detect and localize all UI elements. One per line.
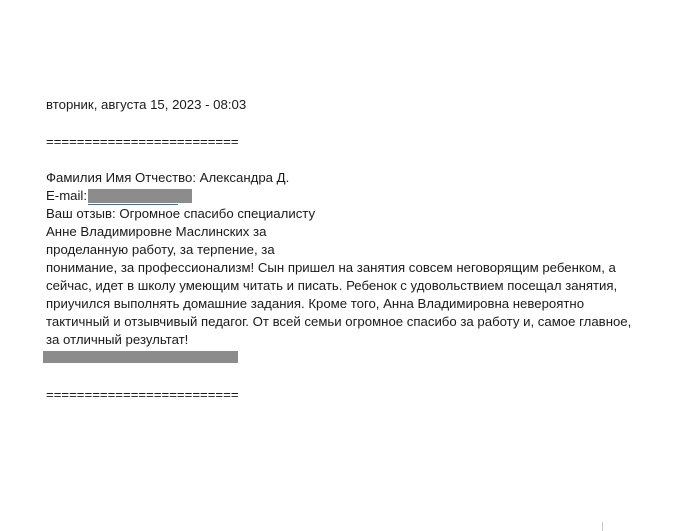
review-line-6: приучился выполнять домашние задания. Кроме того, Анна Владимировна невероятно [46,296,585,311]
review-line-7: тактичный и отзывчивый педагог. От всей семьи огромное спасибо за работу и, самое главное, [46,314,632,329]
separator-top: ========================= [46,134,239,149]
email-field [46,187,192,205]
review-line-4: понимание, за профессионализм! Сын пришел на занятия совсем неговорящим ребенком, а [46,260,616,275]
signature-redacted [43,351,238,363]
email-label: E-mail: [46,188,88,203]
review-line-8: за отличный результат! [46,332,189,347]
review-line-1: Ваш отзыв: Огромное спасибо специалисту [46,206,316,221]
page-edge-mark [602,522,603,531]
email-redacted-link[interactable] [88,189,192,203]
date-line: вторник, августа 15, 2023 - 08:03 [46,97,247,112]
review-line-2: Анне Владимировне Маслинских за [46,224,267,239]
separator-bottom: ========================= [46,387,239,402]
name-field: Фамилия Имя Отчество: Александра Д. [46,170,290,185]
review-line-3: проделанную работу, за терпение, за [46,242,275,257]
review-line-5: сейчас, идет в школу умеющим читать и писать. Ребенок с удовольствием посещал занятия, [46,278,618,293]
